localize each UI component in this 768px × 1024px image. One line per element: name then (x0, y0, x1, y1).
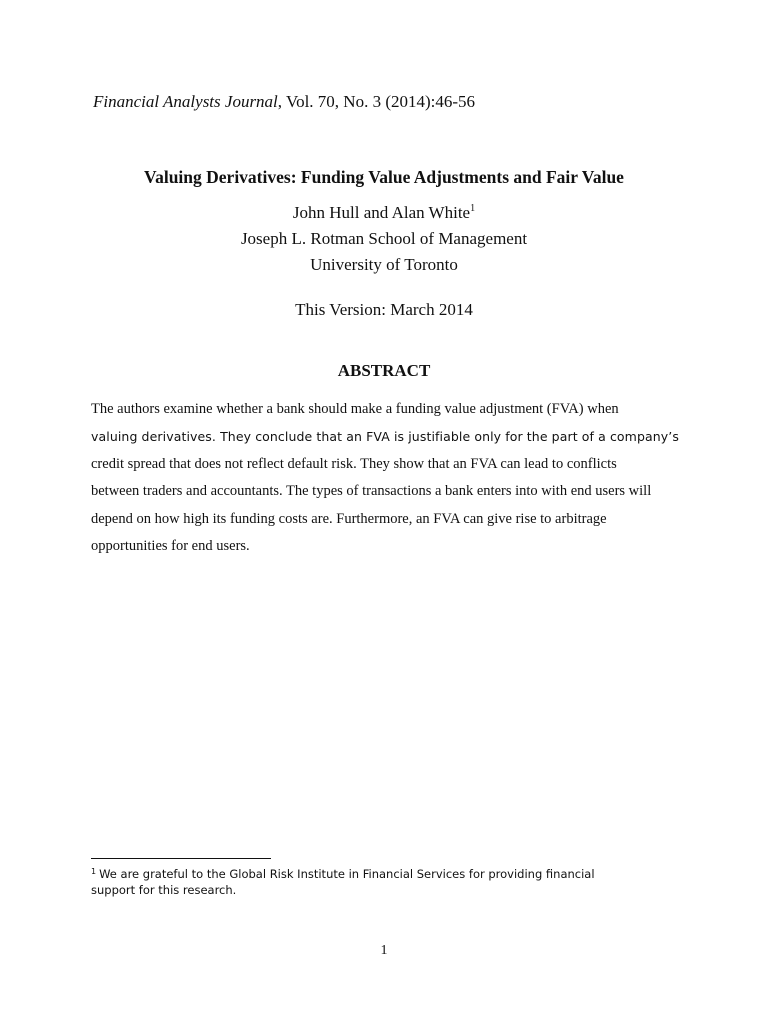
affiliation-university: University of Toronto (310, 255, 458, 274)
journal-citation (93, 92, 475, 112)
author-line (0, 203, 768, 223)
journal-details: , Vol. 70, No. 3 (2014):46-56 (277, 92, 476, 111)
footnote (91, 866, 681, 898)
abstract-line: between traders and accountants. The types of transactions a bank enters into with end users will (91, 483, 652, 500)
footnote-line: support for this research. (91, 883, 237, 897)
footnote-divider (91, 858, 271, 859)
author-footnote-marker: 1 (470, 203, 476, 214)
footnote-text: We are grateful to the Global Risk Institute in Financial Services for providing financial (99, 867, 595, 881)
abstract-line: valuing derivatives. They conclude that an FVA is justifiable only for the part of a company’s (91, 429, 679, 445)
abstract-line: depend on how high its funding costs are. Furthermore, an FVA can give rise to arbitrage (91, 510, 607, 527)
version-date: This Version: March 2014 (295, 300, 473, 319)
paper-title: Valuing Derivatives: Funding Value Adjustments and Fair Value (144, 167, 624, 187)
footnote-marker: 1 (91, 867, 97, 876)
author-names: John Hull and Alan White (292, 203, 471, 222)
journal-name: Financial Analysts Journal (93, 92, 278, 111)
abstract-body (91, 396, 681, 560)
affiliation-school: Joseph L. Rotman School of Management (240, 229, 528, 248)
page-number: 1 (380, 943, 388, 958)
footnote-line (91, 866, 681, 882)
abstract-line: opportunities for end users. (91, 538, 250, 555)
abstract-line: credit spread that does not reflect default risk. They show that an FVA can lead to conflicts (91, 455, 617, 472)
abstract-heading: ABSTRACT (337, 361, 431, 380)
abstract-line: The authors examine whether a bank should make a funding value adjustment (FVA) when (91, 401, 619, 417)
